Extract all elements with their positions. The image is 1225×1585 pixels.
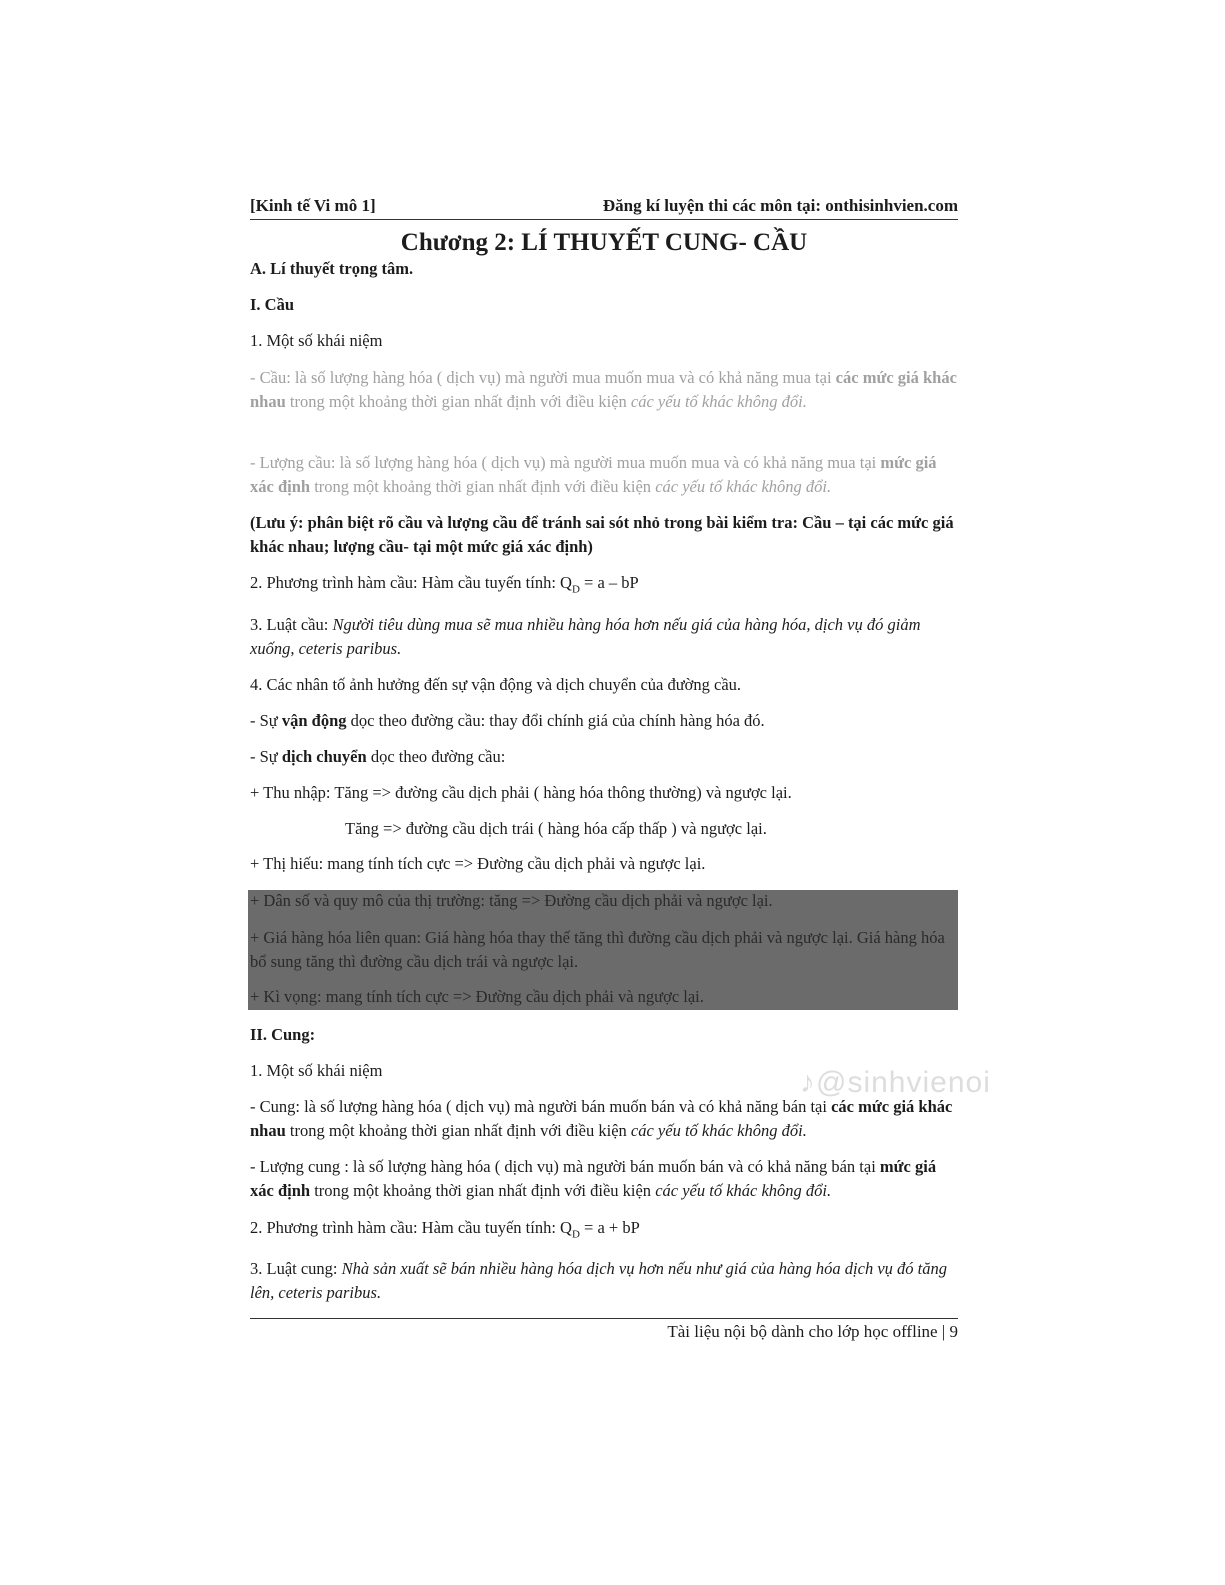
section-ii-heading: II. Cung: <box>250 1025 316 1044</box>
ki-vong-line: + Kì vọng: mang tính tích cực => Đường cầu dịch phải và ngược lại. <box>250 987 704 1006</box>
luong-cau-definition: - Lượng cầu: là số lượng hàng hóa ( dịch vụ) mà người mua muốn mua và có khả năng mua tại mức giá xác định trong một khoảng thời gian nhất định với điều kiện các yếu tố khác không đổi. <box>250 453 937 496</box>
gia-lien-quan-line: + Giá hàng hóa liên quan: Giá hàng hóa thay thế tăng thì đường cầu dịch phải và ngược lại. Giá hàng hóa bổ sung tăng thì đường cầu dịch trái và ngược lại. <box>250 928 945 971</box>
cung-item-1: 1. Một số khái niệm <box>250 1061 383 1080</box>
thi-hieu-line: + Thị hiếu: mang tính tích cực => Đường cầu dịch phải và ngược lại. <box>250 854 706 873</box>
page-footer: Tài liệu nội bộ dành cho lớp học offline | 9 <box>250 1318 958 1342</box>
header-right: Đăng kí luyện thi các môn tại: onthisinhvien.com <box>602 196 958 215</box>
cau-item-4: 4. Các nhân tố ảnh hưởng đến sự vận động và dịch chuyển của đường cầu. <box>250 675 742 694</box>
thu-nhap-line-2: Tăng => đường cầu dịch trái ( hàng hóa cấp thấp ) và ngược lại. <box>345 819 767 838</box>
note-paragraph: (Lưu ý: phân biệt rõ cầu và lượng cầu để tránh sai sót nhỏ trong bài kiểm tra: Cầu – tại các mức giá khác nhau; lượng cầu- tại một mức giá xác định) <box>250 513 954 556</box>
van-dong-line: - Sự vận động dọc theo đường cầu: thay đổi chính giá của chính hàng hóa đó. <box>250 711 765 730</box>
luong-cung-definition: - Lượng cung : là số lượng hàng hóa ( dịch vụ) mà người bán muốn bán và có khả năng bán tại mức giá xác định trong một khoảng thời gian nhất định với điều kiện các yếu tố khác không đổi. <box>250 1157 937 1200</box>
page-header <box>250 196 958 220</box>
thu-nhap-line: + Thu nhập: Tăng => đường cầu dịch phải ( hàng hóa thông thường) và ngược lại. <box>250 783 792 802</box>
dan-so-line: + Dân số và quy mô của thị trường: tăng => Đường cầu dịch phải và ngược lại. <box>250 891 773 910</box>
cung-item-2: 2. Phương trình hàm cầu: Hàm cầu tuyến tính: $Q_D = a$ + bP <box>250 1218 640 1241</box>
document-page <box>250 196 958 258</box>
cau-item-1: 1. Một số khái niệm <box>250 331 383 350</box>
tiktok-icon: ♪ <box>800 1066 816 1099</box>
chapter-title: Chương 2: LÍ THUYẾT CUNG- CẦU <box>400 229 808 256</box>
tiktok-watermark: ♪@sinhvienoi <box>800 1066 991 1099</box>
section-i-heading: I. Cầu <box>250 295 295 314</box>
cau-item-2: 2. Phương trình hàm cầu: Hàm cầu tuyến tính: $Q_D = a$ – bP <box>250 573 639 596</box>
dich-chuyen-line: - Sự dịch chuyển dọc theo đường cầu: <box>250 747 506 766</box>
cau-item-3: 3. Luật cầu: Người tiêu dùng mua sẽ mua nhiều hàng hóa hơn nếu giá của hàng hóa, dịch vụ đó giảm xuống, ceteris paribus. <box>250 615 921 658</box>
section-a-heading: A. Lí thuyết trọng tâm. <box>250 259 414 278</box>
cung-item-3: 3. Luật cung: Nhà sản xuất sẽ bán nhiều hàng hóa dịch vụ hơn nếu như giá của hàng hóa dịch vụ đó tăng lên, ceteris paribus. <box>250 1259 947 1302</box>
cung-definition: - Cung: là số lượng hàng hóa ( dịch vụ) mà người bán muốn bán và có khả năng bán tại các mức giá khác nhau trong một khoảng thời gian nhất định với điều kiện các yếu tố khác không đổi. <box>250 1097 953 1140</box>
header-left: [Kinh tế Vi mô 1] <box>250 196 376 215</box>
cau-definition: - Cầu: là số lượng hàng hóa ( dịch vụ) mà người mua muốn mua và có khả năng mua tại các mức giá khác nhau trong một khoảng thời gian nhất định với điều kiện các yếu tố khác không đổi. <box>250 368 957 411</box>
